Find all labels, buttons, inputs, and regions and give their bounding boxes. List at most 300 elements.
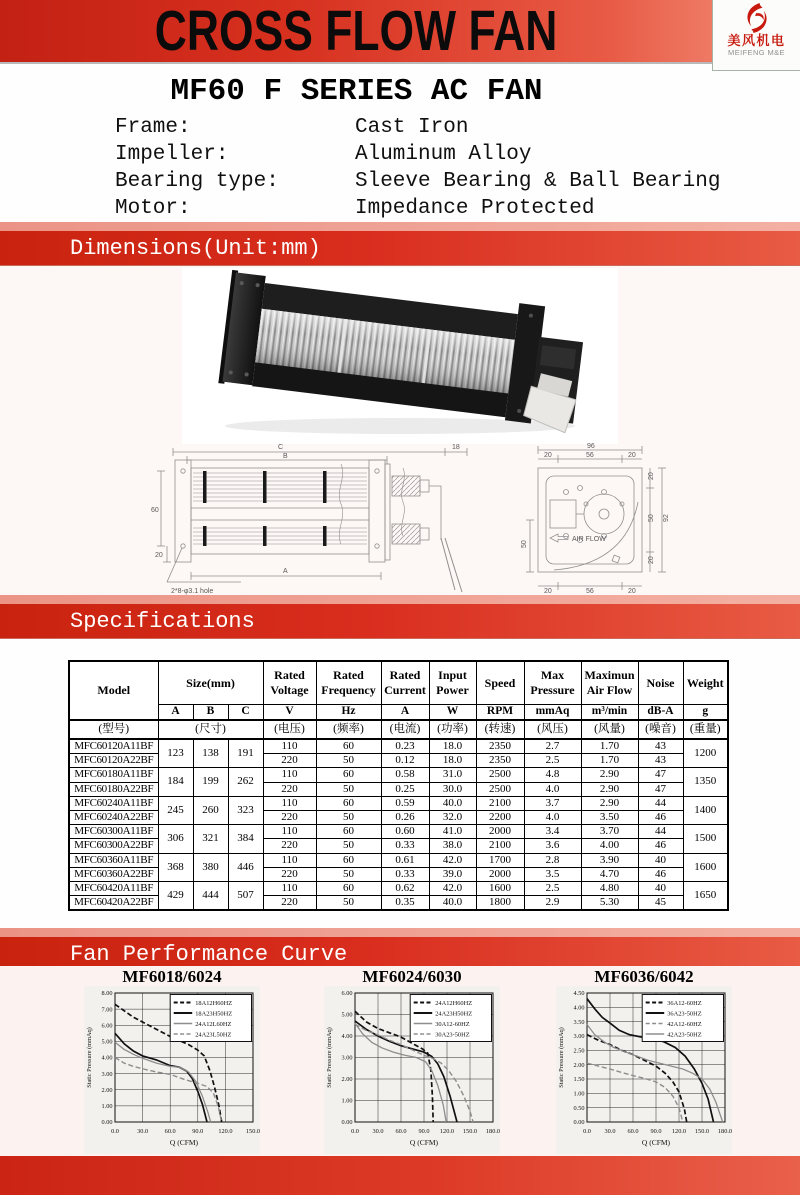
chart-ylabel: Static Pressure (mmAq)	[558, 1027, 565, 1088]
spec-cell: 0.59	[381, 796, 429, 810]
spec-cell: 2.90	[581, 768, 638, 782]
svg-text:0.0: 0.0	[583, 1128, 591, 1135]
size-cell: 260	[193, 796, 228, 824]
spec-cell: 220	[263, 896, 316, 911]
svg-text:0.0: 0.0	[351, 1128, 359, 1135]
logo-swirl-icon	[740, 2, 774, 34]
unit-header: B	[193, 704, 228, 720]
spec-cell: 110	[263, 825, 316, 839]
spec-label: Bearing type:	[115, 170, 279, 193]
table-row	[69, 853, 728, 867]
spec-cell: 46	[638, 839, 683, 853]
model-cell: MFC60120A11BF	[69, 739, 158, 754]
cn-header: (风量)	[581, 720, 638, 739]
spec-cell: 2000	[476, 825, 524, 839]
end-dim-right-20b: 20	[648, 556, 655, 564]
spec-value: Aluminum Alloy	[355, 143, 532, 166]
spec-cell: 4.8	[524, 768, 581, 782]
spec-cell: 31.0	[429, 768, 476, 782]
model-cell: MFC60180A11BF	[69, 768, 158, 782]
model-cell: MFC60420A22BF	[69, 896, 158, 911]
svg-text:3.50: 3.50	[573, 1018, 585, 1026]
end-dim-92: 92	[663, 514, 670, 522]
chart-legend	[642, 995, 723, 1042]
product-spec-row	[115, 195, 720, 222]
spec-cell: 0.33	[381, 839, 429, 853]
table-row	[69, 825, 728, 839]
chart-title: MF6018/6024	[122, 967, 222, 986]
size-cell: 199	[193, 768, 228, 796]
spec-cell: 0.12	[381, 754, 429, 768]
spec-cell: 0.58	[381, 768, 429, 782]
spec-cell: 60	[316, 881, 381, 895]
cn-header: (电压)	[263, 720, 316, 739]
weight-cell: 1600	[683, 853, 728, 881]
svg-text:3.00: 3.00	[573, 1033, 585, 1041]
spec-cell: 1800	[476, 896, 524, 911]
unit-header: Hz	[316, 704, 381, 720]
size-cell: 444	[193, 881, 228, 910]
size-cell: 368	[158, 853, 193, 881]
spec-cell: 2.8	[524, 853, 581, 867]
end-dim-left-50: 50	[521, 540, 528, 548]
footer-bar	[0, 1156, 800, 1195]
spec-cell: 3.4	[524, 825, 581, 839]
size-cell: 184	[158, 768, 193, 796]
spec-cell: 43	[638, 754, 683, 768]
unit-header: V	[263, 704, 316, 720]
svg-text:2.50: 2.50	[573, 1047, 585, 1055]
company-logo	[712, 0, 800, 71]
col-header-model: Model	[69, 661, 158, 720]
spec-cell: 41.0	[429, 825, 476, 839]
size-cell: 380	[193, 853, 228, 881]
dimensions-banner-label: Dimensions(Unit:mm)	[0, 231, 800, 266]
banner-accent-strip	[0, 928, 800, 937]
specifications-banner-label: Specifications	[0, 604, 800, 639]
chart-title: MF6036/6042	[594, 967, 694, 986]
spec-cell: 2.5	[524, 881, 581, 895]
size-cell: 138	[193, 739, 228, 768]
spec-cell: 3.50	[581, 810, 638, 824]
svg-text:0.00: 0.00	[341, 1119, 353, 1127]
svg-text:120.0: 120.0	[439, 1128, 455, 1135]
size-cell: 507	[228, 881, 263, 910]
legend-entry: 18A23H50HZ	[195, 1010, 233, 1018]
spec-cell: 2.5	[524, 754, 581, 768]
svg-text:150.0: 150.0	[245, 1128, 260, 1135]
spec-value: Sleeve Bearing & Ball Bearing	[355, 170, 721, 193]
svg-text:1.00: 1.00	[573, 1090, 585, 1098]
weight-cell: 1500	[683, 825, 728, 853]
spec-cell: 50	[316, 782, 381, 796]
spec-cell: 220	[263, 782, 316, 796]
spec-value: Cast Iron	[355, 116, 469, 139]
svg-text:120.0: 120.0	[218, 1128, 233, 1135]
spec-cell: 1600	[476, 881, 524, 895]
table-row	[69, 796, 728, 810]
spec-cell: 2.90	[581, 782, 638, 796]
weight-cell: 1400	[683, 796, 728, 824]
spec-label: Impeller:	[115, 143, 229, 166]
product-photo	[182, 268, 618, 444]
series-title: MF60 F SERIES AC FAN	[170, 74, 543, 109]
spec-cell: 2100	[476, 839, 524, 853]
col-header: Max Pressure	[524, 661, 581, 704]
svg-text:30.0: 30.0	[137, 1128, 149, 1135]
spec-cell: 0.35	[381, 896, 429, 911]
spec-cell: 2500	[476, 782, 524, 796]
cn-header: (频率)	[316, 720, 381, 739]
spec-cell: 60	[316, 796, 381, 810]
spec-cell: 50	[316, 896, 381, 911]
spec-cell: 46	[638, 810, 683, 824]
svg-text:0.50: 0.50	[573, 1104, 585, 1112]
unit-header: g	[683, 704, 728, 720]
size-cell: 446	[228, 853, 263, 881]
spec-cell: 110	[263, 739, 316, 754]
svg-text:2.00: 2.00	[101, 1086, 113, 1094]
col-header: Maximun Air Flow	[581, 661, 638, 704]
spec-value: Impedance Protected	[355, 197, 595, 220]
end-dim-top-20b: 20	[628, 452, 636, 459]
chart-ylabel: Static Pressure (mmAq)	[86, 1027, 93, 1088]
spec-cell: 5.30	[581, 896, 638, 911]
size-cell: 245	[158, 796, 193, 824]
chart-xlabel: Q (CFM)	[409, 1138, 439, 1147]
spec-cell: 50	[316, 839, 381, 853]
spec-cell: 4.80	[581, 881, 638, 895]
side-view-drawing	[145, 440, 475, 598]
col-header: Rated Frequency	[316, 661, 381, 704]
dimensions-section-banner	[0, 222, 800, 266]
spec-cell: 3.90	[581, 853, 638, 867]
legend-entry: 24A12H60HZ	[435, 999, 473, 1007]
svg-text:1.50: 1.50	[573, 1076, 585, 1084]
size-cell: 306	[158, 825, 193, 853]
spec-cell: 3.7	[524, 796, 581, 810]
spec-cell: 2000	[476, 867, 524, 881]
performance-charts	[0, 968, 800, 1156]
legend-entry: 42A23-50HZ	[667, 1031, 702, 1039]
dim-label-18: 18	[452, 444, 460, 451]
spec-cell: 4.0	[524, 810, 581, 824]
product-spec-list	[115, 114, 720, 222]
model-cell: MFC60420A11BF	[69, 881, 158, 895]
spec-cell: 42.0	[429, 853, 476, 867]
spec-cell: 38.0	[429, 839, 476, 853]
legend-entry: 30A23-50HZ	[435, 1031, 470, 1039]
unit-header: C	[228, 704, 263, 720]
svg-text:90.0: 90.0	[650, 1128, 662, 1135]
end-dim-96: 96	[587, 443, 595, 450]
spec-cell: 39.0	[429, 867, 476, 881]
chart-title: MF6024/6030	[362, 967, 462, 986]
spec-cell: 2350	[476, 739, 524, 754]
spec-cell: 1.70	[581, 754, 638, 768]
svg-text:180.0: 180.0	[717, 1128, 732, 1135]
spec-cell: 40	[638, 881, 683, 895]
spec-cell: 3.70	[581, 825, 638, 839]
weight-cell: 1350	[683, 768, 728, 796]
col-header: Rated Current	[381, 661, 429, 704]
svg-text:3.00: 3.00	[341, 1054, 353, 1062]
svg-text:5.00: 5.00	[341, 1011, 353, 1019]
dimension-drawings	[145, 440, 685, 598]
airflow-label: AIR FLOW	[572, 536, 606, 543]
spec-cell: 30.0	[429, 782, 476, 796]
unit-header: A	[158, 704, 193, 720]
dim-label-60: 60	[151, 507, 159, 514]
cn-header: (功率)	[429, 720, 476, 739]
performance-chart-mf6036-6042	[556, 968, 732, 1154]
spec-label: Frame:	[115, 116, 191, 139]
dim-label-a: A	[283, 568, 288, 575]
spec-cell: 2350	[476, 754, 524, 768]
spec-cell: 110	[263, 796, 316, 810]
legend-entry: 36A12-60HZ	[667, 999, 702, 1007]
spec-cell: 2.90	[581, 796, 638, 810]
dim-label-b: B	[283, 453, 288, 460]
col-header: Speed	[476, 661, 524, 704]
product-spec-row	[115, 168, 720, 195]
svg-text:4.00: 4.00	[101, 1054, 113, 1062]
specifications-section-banner	[0, 595, 800, 639]
legend-entry: 18A12H60HZ	[195, 999, 233, 1007]
legend-entry: 30A12-60HZ	[435, 1020, 470, 1028]
cn-header: (尺寸)	[158, 720, 263, 739]
model-cell: MFC60300A22BF	[69, 839, 158, 853]
spec-cell: 60	[316, 853, 381, 867]
spec-cell: 220	[263, 754, 316, 768]
spec-label: Motor:	[115, 197, 191, 220]
spec-cell: 40.0	[429, 896, 476, 911]
spec-cell: 60	[316, 768, 381, 782]
col-header: Input Power	[429, 661, 476, 704]
svg-text:0.00: 0.00	[101, 1119, 113, 1127]
svg-text:2.00: 2.00	[573, 1061, 585, 1069]
col-header: Rated Voltage	[263, 661, 316, 704]
cn-header: (重量)	[683, 720, 728, 739]
performance-banner-label: Fan Performance Curve	[0, 937, 800, 972]
size-cell: 384	[228, 825, 263, 853]
chart-canvas	[324, 986, 500, 1154]
cn-header: (型号)	[69, 720, 158, 739]
col-header: Noise	[638, 661, 683, 704]
cn-header: (转速)	[476, 720, 524, 739]
spec-cell: 40.0	[429, 796, 476, 810]
spec-cell: 45	[638, 896, 683, 911]
svg-text:30.0: 30.0	[604, 1128, 616, 1135]
spec-cell: 110	[263, 768, 316, 782]
logo-english-name: MEIFENG M&E	[728, 47, 785, 57]
size-cell: 191	[228, 739, 263, 768]
spec-cell: 60	[316, 825, 381, 839]
unit-header: mmAq	[524, 704, 581, 720]
spec-cell: 0.23	[381, 739, 429, 754]
specifications-table-wrap	[68, 660, 729, 911]
col-header: Weight	[683, 661, 728, 704]
chart-canvas	[556, 986, 732, 1154]
product-spec-row	[115, 141, 720, 168]
spec-cell: 220	[263, 810, 316, 824]
chart-legend	[170, 995, 251, 1042]
model-cell: MFC60360A11BF	[69, 853, 158, 867]
spec-cell: 110	[263, 853, 316, 867]
page-title: CROSS FLOW FAN	[155, 0, 558, 63]
table-row	[69, 739, 728, 754]
end-dim-bottom-20a: 20	[544, 588, 552, 595]
banner-accent-strip	[0, 595, 800, 604]
svg-text:4.00: 4.00	[573, 1004, 585, 1012]
spec-cell: 4.70	[581, 867, 638, 881]
chart-xlabel: Q (CFM)	[169, 1138, 199, 1147]
svg-text:180.0: 180.0	[485, 1128, 500, 1135]
svg-text:7.00: 7.00	[101, 1006, 113, 1014]
spec-cell: 0.33	[381, 867, 429, 881]
svg-text:4.00: 4.00	[341, 1033, 353, 1041]
model-cell: MFC60360A22BF	[69, 867, 158, 881]
model-cell: MFC60120A22BF	[69, 754, 158, 768]
spec-cell: 0.60	[381, 825, 429, 839]
size-cell: 323	[228, 796, 263, 824]
spec-cell: 0.61	[381, 853, 429, 867]
svg-text:8.00: 8.00	[101, 990, 113, 998]
spec-cell: 220	[263, 839, 316, 853]
weight-cell: 1200	[683, 739, 728, 768]
svg-text:60.0: 60.0	[627, 1128, 639, 1135]
table-row	[69, 768, 728, 782]
spec-cell: 3.6	[524, 839, 581, 853]
spec-cell: 1.70	[581, 739, 638, 754]
performance-chart-mf6018-6024	[84, 968, 260, 1154]
table-row	[69, 881, 728, 895]
svg-text:90.0: 90.0	[418, 1128, 430, 1135]
spec-cell: 42.0	[429, 881, 476, 895]
spec-cell: 0.62	[381, 881, 429, 895]
end-dim-top-56: 56	[586, 452, 594, 459]
model-cell: MFC60240A22BF	[69, 810, 158, 824]
model-cell: MFC60300A11BF	[69, 825, 158, 839]
spec-cell: 44	[638, 825, 683, 839]
unit-header: dB-A	[638, 704, 683, 720]
spec-cell: 2200	[476, 810, 524, 824]
weight-cell: 1650	[683, 881, 728, 910]
svg-text:5.00: 5.00	[101, 1038, 113, 1046]
spec-cell: 18.0	[429, 739, 476, 754]
svg-text:1.00: 1.00	[341, 1097, 353, 1105]
spec-cell: 3.5	[524, 867, 581, 881]
spec-cell: 2.7	[524, 739, 581, 754]
chart-xlabel: Q (CFM)	[641, 1138, 671, 1147]
unit-header: W	[429, 704, 476, 720]
chart-legend	[410, 995, 491, 1042]
model-cell: MFC60240A11BF	[69, 796, 158, 810]
end-dim-bottom-56: 56	[586, 588, 594, 595]
svg-text:1.00: 1.00	[101, 1103, 113, 1111]
spec-cell: 43	[638, 739, 683, 754]
spec-cell: 1700	[476, 853, 524, 867]
size-cell: 429	[158, 881, 193, 910]
svg-text:30.0: 30.0	[372, 1128, 384, 1135]
spec-cell: 50	[316, 754, 381, 768]
col-header-size: Size(mm)	[158, 661, 263, 704]
spec-cell: 110	[263, 881, 316, 895]
spec-cell: 46	[638, 867, 683, 881]
spec-cell: 60	[316, 739, 381, 754]
spec-cell: 2100	[476, 796, 524, 810]
dim-label-c: C	[278, 444, 284, 451]
cn-header: (电流)	[381, 720, 429, 739]
svg-text:4.50: 4.50	[573, 990, 585, 998]
svg-text:6.00: 6.00	[341, 990, 353, 998]
unit-header: RPM	[476, 704, 524, 720]
spec-cell: 0.26	[381, 810, 429, 824]
hole-note: 2*8-φ3.1 hole	[171, 588, 214, 595]
svg-text:0.0: 0.0	[111, 1128, 119, 1135]
spec-cell: 47	[638, 768, 683, 782]
svg-text:60.0: 60.0	[164, 1128, 176, 1135]
spec-cell: 4.00	[581, 839, 638, 853]
svg-text:120.0: 120.0	[671, 1128, 687, 1135]
cn-header: (噪音)	[638, 720, 683, 739]
svg-text:150.0: 150.0	[694, 1128, 710, 1135]
svg-text:2.00: 2.00	[341, 1076, 353, 1084]
svg-text:150.0: 150.0	[462, 1128, 478, 1135]
end-dim-right-20a: 20	[648, 472, 655, 480]
spec-cell: 32.0	[429, 810, 476, 824]
end-view-drawing	[510, 440, 680, 598]
header-banner	[0, 0, 713, 64]
spec-cell: 50	[316, 867, 381, 881]
size-cell: 321	[193, 825, 228, 853]
specifications-table	[68, 660, 729, 911]
legend-entry: 24A23H50HZ	[435, 1010, 473, 1018]
model-cell: MFC60180A22BF	[69, 782, 158, 796]
chart-ylabel: Static Pressure (mmAq)	[326, 1027, 333, 1088]
logo-chinese-name: 美风机电	[727, 33, 786, 48]
unit-header: A	[381, 704, 429, 720]
legend-entry: 24A23L50HZ	[195, 1031, 232, 1039]
spec-cell: 40	[638, 853, 683, 867]
cn-header: (风压)	[524, 720, 581, 739]
svg-text:3.00: 3.00	[101, 1070, 113, 1078]
spec-cell: 47	[638, 782, 683, 796]
end-dim-top-20a: 20	[544, 452, 552, 459]
end-dim-bottom-20b: 20	[628, 588, 636, 595]
svg-text:90.0: 90.0	[192, 1128, 204, 1135]
legend-entry: 24A12L60HZ	[195, 1020, 232, 1028]
chart-canvas	[84, 986, 260, 1154]
spec-cell: 0.25	[381, 782, 429, 796]
spec-cell: 4.0	[524, 782, 581, 796]
fan-photo-illustration	[182, 268, 618, 444]
spec-cell: 2500	[476, 768, 524, 782]
legend-entry: 36A23-50HZ	[667, 1010, 702, 1018]
svg-text:6.00: 6.00	[101, 1022, 113, 1030]
performance-chart-mf6024-6030	[324, 968, 500, 1154]
svg-text:60.0: 60.0	[395, 1128, 407, 1135]
size-cell: 123	[158, 739, 193, 768]
dim-label-20: 20	[155, 552, 163, 559]
spec-cell: 220	[263, 867, 316, 881]
end-dim-right-50: 50	[648, 514, 655, 522]
spec-cell: 50	[316, 810, 381, 824]
banner-accent-strip	[0, 222, 800, 231]
size-cell: 262	[228, 768, 263, 796]
legend-entry: 42A12-60HZ	[667, 1020, 702, 1028]
spec-cell: 2.9	[524, 896, 581, 911]
